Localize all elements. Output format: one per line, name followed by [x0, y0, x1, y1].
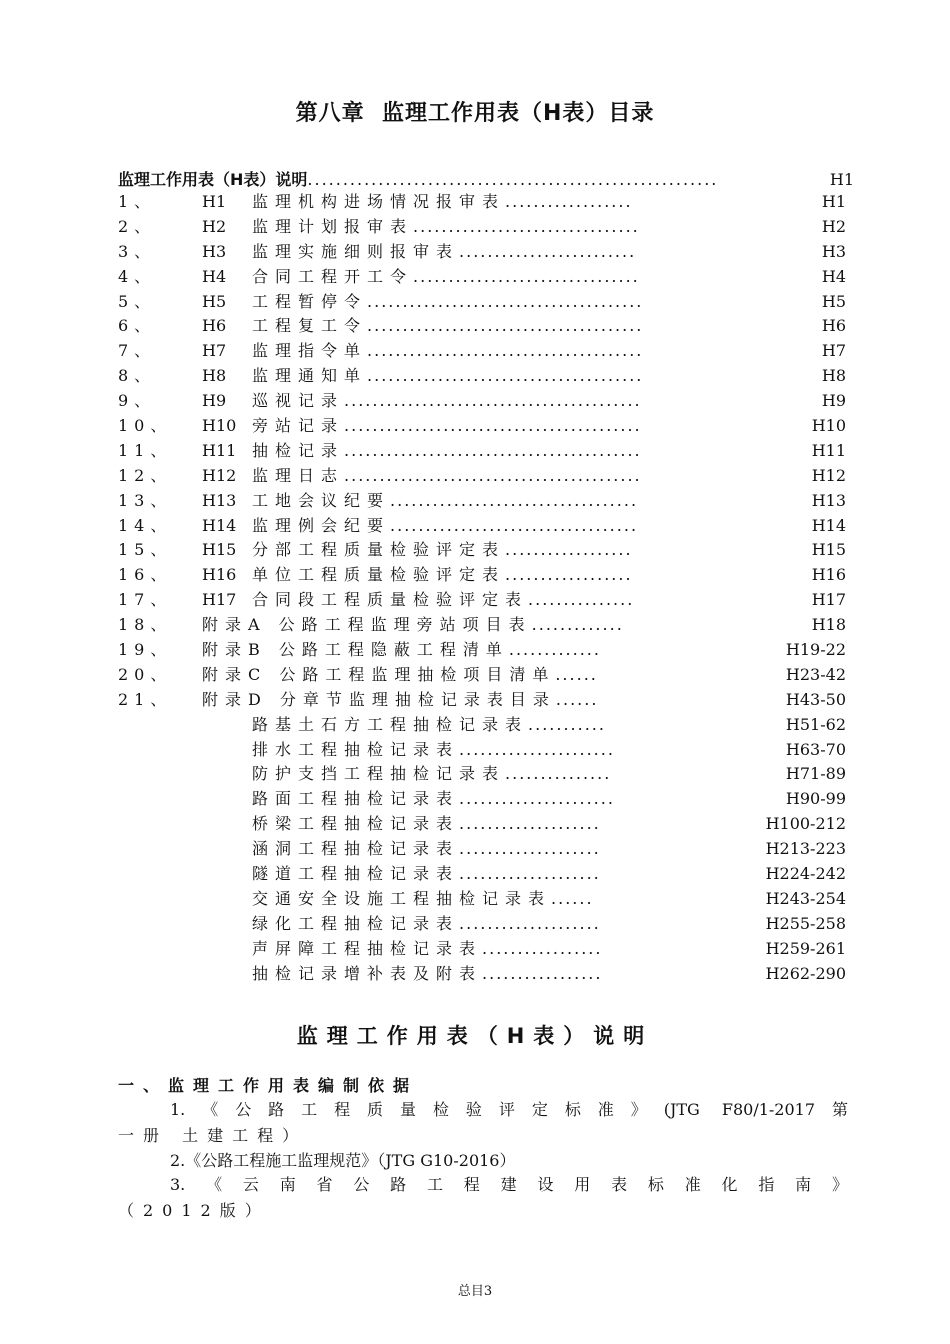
reference-text: 2.《公路工程施工监理规范》（JTG G10-2016） [170, 1151, 516, 1170]
toc-text [252, 713, 606, 738]
toc-text [252, 215, 640, 240]
toc-code: H15 [202, 540, 237, 560]
toc-title: 合同段工程质量检验评定表 [252, 590, 529, 610]
toc-title: 分部工程质量检验评定表 [252, 540, 506, 560]
toc-title: 抽检记录增补表及附表 [252, 963, 483, 983]
toc-page-ref: H19-22 [785, 640, 846, 660]
toc-number: 10、 [118, 416, 173, 436]
toc-text [252, 588, 634, 613]
toc-entry[interactable] [118, 489, 858, 514]
toc-leader-dots: .................... [459, 864, 601, 884]
page-footer: 总目3 [457, 1284, 493, 1299]
toc-leader-dots: ...................... [459, 789, 615, 809]
toc-code: H14 [202, 515, 237, 535]
toc-title: 交通安全设施工程抽检记录表 [252, 888, 552, 908]
toc-leader-dots: .......................................... [344, 416, 642, 436]
toc-number: 11、 [118, 440, 173, 460]
toc-code: H3 [202, 241, 227, 261]
toc-text [252, 887, 594, 912]
toc-number: 5、 [118, 291, 157, 311]
toc-title: 监理例会纪要 [252, 515, 391, 535]
toc-text [252, 837, 601, 862]
toc-leader-dots: ......................... [459, 241, 637, 261]
toc-entry[interactable] [118, 240, 858, 265]
toc-page-ref: H71-89 [785, 764, 846, 784]
toc-entry[interactable] [118, 215, 858, 240]
toc-text [252, 464, 642, 489]
toc-page-ref: H23-42 [785, 664, 846, 684]
toc-text [252, 364, 643, 389]
toc-text [252, 439, 642, 464]
toc-page-ref: H255-258 [765, 913, 846, 933]
toc-text [252, 962, 602, 987]
toc-sub-entry[interactable] [118, 937, 858, 962]
toc-leader-dots: .......................................... [344, 440, 642, 460]
reference-line-continued: （2012版） [118, 1201, 270, 1220]
toc-leader-dots: ................................ [413, 216, 640, 236]
toc-sub-entry[interactable] [118, 762, 858, 787]
reference-item [118, 1097, 848, 1149]
toc-text [252, 389, 642, 414]
toc-number: 1、 [118, 192, 157, 211]
toc-title: 附录C 公路工程监理抽检项目清单 [202, 664, 556, 684]
toc-sub-entry[interactable] [118, 738, 858, 763]
toc-title: 监理指令单 [252, 341, 368, 361]
toc-title: 工地会议纪要 [252, 490, 391, 510]
toc-leader-dots: .................. [505, 192, 633, 211]
toc-text [252, 265, 640, 290]
toc-text [252, 314, 643, 339]
toc-page-ref: H15 [811, 540, 846, 560]
toc-page-ref: H7 [821, 341, 846, 361]
toc-page-ref: H4 [821, 266, 846, 286]
toc-leader-dots: ...... [555, 689, 599, 709]
toc-sub-entry[interactable] [118, 713, 858, 738]
toc-code: H2 [202, 216, 227, 236]
toc-page-ref: H262-290 [765, 963, 846, 983]
toc-page-ref: H16 [811, 565, 846, 585]
toc-text [252, 812, 601, 837]
toc-entry[interactable] [118, 364, 858, 389]
toc-title: 附录D 分章节监理抽检记录表目录 [202, 689, 556, 709]
toc-title: 旁站记录 [252, 416, 345, 436]
toc-number: 15、 [118, 540, 173, 560]
toc-title: 监理日志 [252, 465, 345, 485]
toc-sub-entry[interactable] [118, 887, 858, 912]
toc-entry[interactable] [118, 638, 858, 663]
toc-text [202, 663, 598, 688]
toc-code: H17 [202, 590, 237, 610]
toc-sub-entry[interactable] [118, 812, 858, 837]
toc-entry[interactable] [118, 663, 858, 688]
toc-page-ref: H11 [811, 440, 846, 460]
toc-code: H10 [202, 416, 237, 436]
toc-text [252, 240, 636, 265]
toc-leader-dots: ...................... [459, 739, 615, 759]
toc-text [252, 937, 602, 962]
toc-text [202, 688, 598, 713]
toc-entry[interactable] [118, 290, 858, 315]
toc-entry[interactable] [118, 613, 858, 638]
toc-number: 19、 [118, 640, 173, 660]
toc-title: 工程暂停令 [252, 291, 368, 311]
toc-text [252, 762, 611, 787]
toc-leader-dots: .................. [505, 540, 633, 560]
toc-leader-dots: ............... [505, 764, 612, 784]
toc-title: 监理实施细则报审表 [252, 241, 460, 261]
toc-page-ref: H8 [821, 366, 846, 386]
toc-number: 12、 [118, 465, 173, 485]
toc-entry[interactable] [118, 439, 858, 464]
toc-leader-dots: ....................................... [367, 341, 644, 361]
toc-list [118, 190, 858, 987]
toc-title: 抽检记录 [252, 440, 345, 460]
toc-entry[interactable] [118, 563, 858, 588]
toc-number: 14、 [118, 515, 173, 535]
toc-leader-dots: .......................................... [344, 391, 642, 411]
toc-entry[interactable] [118, 588, 858, 613]
toc-leader-dots: ................................... [390, 490, 639, 510]
toc-entry-intro[interactable] [118, 167, 854, 189]
toc-title: 附录A 公路工程监理旁站项目表 [202, 615, 532, 635]
toc-page-ref: H43-50 [785, 689, 846, 709]
toc-number: 18、 [118, 615, 173, 635]
toc-number: 8、 [118, 366, 157, 386]
toc-page-ref: H213-223 [765, 839, 846, 859]
toc-title: 巡视记录 [252, 391, 345, 411]
toc-title: 绿化工程抽检记录表 [252, 913, 460, 933]
toc-number: 20、 [118, 664, 173, 684]
toc-number: 17、 [118, 590, 173, 610]
reference-text: 1.《公路工程质量检验评定标准》(JTG F80/1-2017第 [170, 1100, 848, 1119]
toc-text [252, 514, 638, 539]
toc-text [252, 489, 638, 514]
toc-text [252, 538, 633, 563]
toc-code: H8 [202, 366, 227, 386]
toc-sub-entry[interactable] [118, 787, 858, 812]
toc-code: H6 [202, 316, 227, 336]
toc-number: 7、 [118, 341, 157, 361]
toc-page-ref: H18 [811, 615, 846, 635]
toc-title: 排水工程抽检记录表 [252, 739, 460, 759]
toc-text [202, 638, 601, 663]
toc-page-ref: H224-242 [765, 864, 846, 884]
toc-code: H16 [202, 565, 237, 585]
toc-leader-dots: ........... [528, 714, 606, 734]
toc-sub-entry[interactable] [118, 962, 858, 987]
toc-page-ref: H1 [821, 192, 846, 211]
reference-line [118, 1172, 848, 1198]
toc-code: H4 [202, 266, 227, 286]
toc-leader-dots: ....................................... [367, 316, 644, 336]
toc-leader-dots: .................. [505, 565, 633, 585]
toc-text [252, 912, 601, 937]
toc-entry[interactable] [118, 339, 858, 364]
toc-title: 单位工程质量检验评定表 [252, 565, 506, 585]
toc-code: H9 [202, 391, 227, 411]
reference-item [118, 1172, 848, 1224]
toc-entry[interactable] [118, 464, 858, 489]
toc-page-ref: H17 [811, 590, 846, 610]
toc-page-ref: H90-99 [785, 789, 846, 809]
toc-text [252, 787, 615, 812]
toc-title: 工程复工令 [252, 316, 368, 336]
toc-title: 路基土石方工程抽检记录表 [252, 714, 529, 734]
toc-text [252, 190, 633, 215]
toc-code: H5 [202, 291, 227, 311]
toc-page-ref: H10 [811, 416, 846, 436]
toc-number: 13、 [118, 490, 173, 510]
toc-number: 3、 [118, 241, 157, 261]
toc-page-ref: H51-62 [785, 714, 846, 734]
toc-code: H11 [202, 440, 237, 460]
toc-text [252, 339, 643, 364]
toc-entry[interactable] [118, 414, 858, 439]
toc-leader-dots: ....................................... [367, 366, 644, 386]
toc-page-ref: H100-212 [765, 814, 846, 834]
toc-page-ref: H5 [821, 291, 846, 311]
toc-title: 监理计划报审表 [252, 216, 414, 236]
toc-leader-dots: ................................... [390, 515, 639, 535]
reference-line [118, 1097, 848, 1123]
toc-code: H7 [202, 341, 227, 361]
toc-leader-dots: ....................................... [367, 291, 644, 311]
page-title: 第八章 监理工作用表（H表）目录 [295, 101, 655, 126]
toc-leader-dots: ................. [482, 938, 603, 958]
toc-page-ref: H259-261 [765, 938, 846, 958]
toc-number: 6、 [118, 316, 157, 336]
toc-leader-dots: ............. [508, 640, 601, 660]
reference-line-continued: 一册 土建工程） [118, 1126, 308, 1145]
toc-entry[interactable] [118, 190, 858, 215]
toc-page-ref: H1 [829, 170, 854, 189]
toc-number: 9、 [118, 391, 157, 411]
toc-text [252, 738, 615, 763]
toc-code: H12 [202, 465, 237, 485]
toc-number: 16、 [118, 565, 173, 585]
toc-sub-entry[interactable] [118, 862, 858, 887]
toc-page-ref: H3 [821, 241, 846, 261]
toc-leader-dots: ............... [528, 590, 635, 610]
toc-title: 合同工程开工令 [252, 266, 414, 286]
toc-page-ref: H243-254 [765, 888, 846, 908]
toc-page-ref: H9 [821, 391, 846, 411]
toc-leader-dots: .......................................................... [307, 170, 719, 189]
toc-entry[interactable] [118, 538, 858, 563]
toc-leader-dots: .................... [459, 839, 601, 859]
reference-item [118, 1148, 848, 1174]
toc-sub-entry[interactable] [118, 837, 858, 862]
toc-leader-dots: ............. [531, 615, 624, 635]
toc-number: 4、 [118, 266, 157, 286]
toc-entry[interactable] [118, 265, 858, 290]
toc-page-ref: H12 [811, 465, 846, 485]
toc-number: 21、 [118, 689, 173, 709]
toc-sub-entry[interactable] [118, 912, 858, 937]
toc-title: 涵洞工程抽检记录表 [252, 839, 460, 859]
toc-title: 监理通知单 [252, 366, 368, 386]
toc-leader-dots: ................. [482, 963, 603, 983]
toc-entry[interactable] [118, 514, 858, 539]
toc-title: 路面工程抽检记录表 [252, 789, 460, 809]
toc-page-ref: H2 [821, 216, 846, 236]
reference-line [118, 1148, 848, 1174]
toc-leader-dots: ...... [551, 888, 594, 908]
toc-title: 桥梁工程抽检记录表 [252, 814, 460, 834]
toc-entry[interactable] [118, 389, 858, 414]
toc-page-ref: H63-70 [785, 739, 846, 759]
toc-code: H13 [202, 490, 237, 510]
toc-title: 隧道工程抽检记录表 [252, 864, 460, 884]
toc-text [252, 414, 642, 439]
section-heading: 一、监理工作用表编制依据 [118, 1076, 419, 1095]
toc-entry[interactable] [118, 688, 858, 713]
section-title: 监理工作用表（H表）说明 [296, 1024, 654, 1048]
toc-title: 声屏障工程抽检记录表 [252, 938, 483, 958]
toc-entry-label: 监理工作用表（H表）说明 [118, 170, 308, 189]
toc-page-ref: H13 [811, 490, 846, 510]
toc-page-ref: H14 [811, 515, 846, 535]
toc-text [252, 563, 633, 588]
toc-leader-dots: ...... [555, 664, 598, 684]
toc-code: H1 [202, 192, 227, 211]
toc-text [202, 613, 624, 638]
toc-title: 监理机构进场情况报审表 [252, 192, 506, 211]
toc-text [252, 290, 643, 315]
toc-leader-dots: .......................................... [344, 465, 642, 485]
toc-leader-dots: .................... [459, 913, 601, 933]
toc-title: 防护支挡工程抽检记录表 [252, 764, 506, 784]
toc-title: 附录B 公路工程隐蔽工程清单 [202, 640, 509, 660]
toc-number: 2、 [118, 216, 157, 236]
reference-text: 3.《云南省公路工程建设用表标准化指南》 [170, 1175, 848, 1194]
toc-leader-dots: ................................ [413, 266, 640, 286]
toc-entry[interactable] [118, 314, 858, 339]
toc-text [252, 862, 601, 887]
toc-page-ref: H6 [821, 316, 846, 336]
toc-leader-dots: .................... [459, 814, 601, 834]
